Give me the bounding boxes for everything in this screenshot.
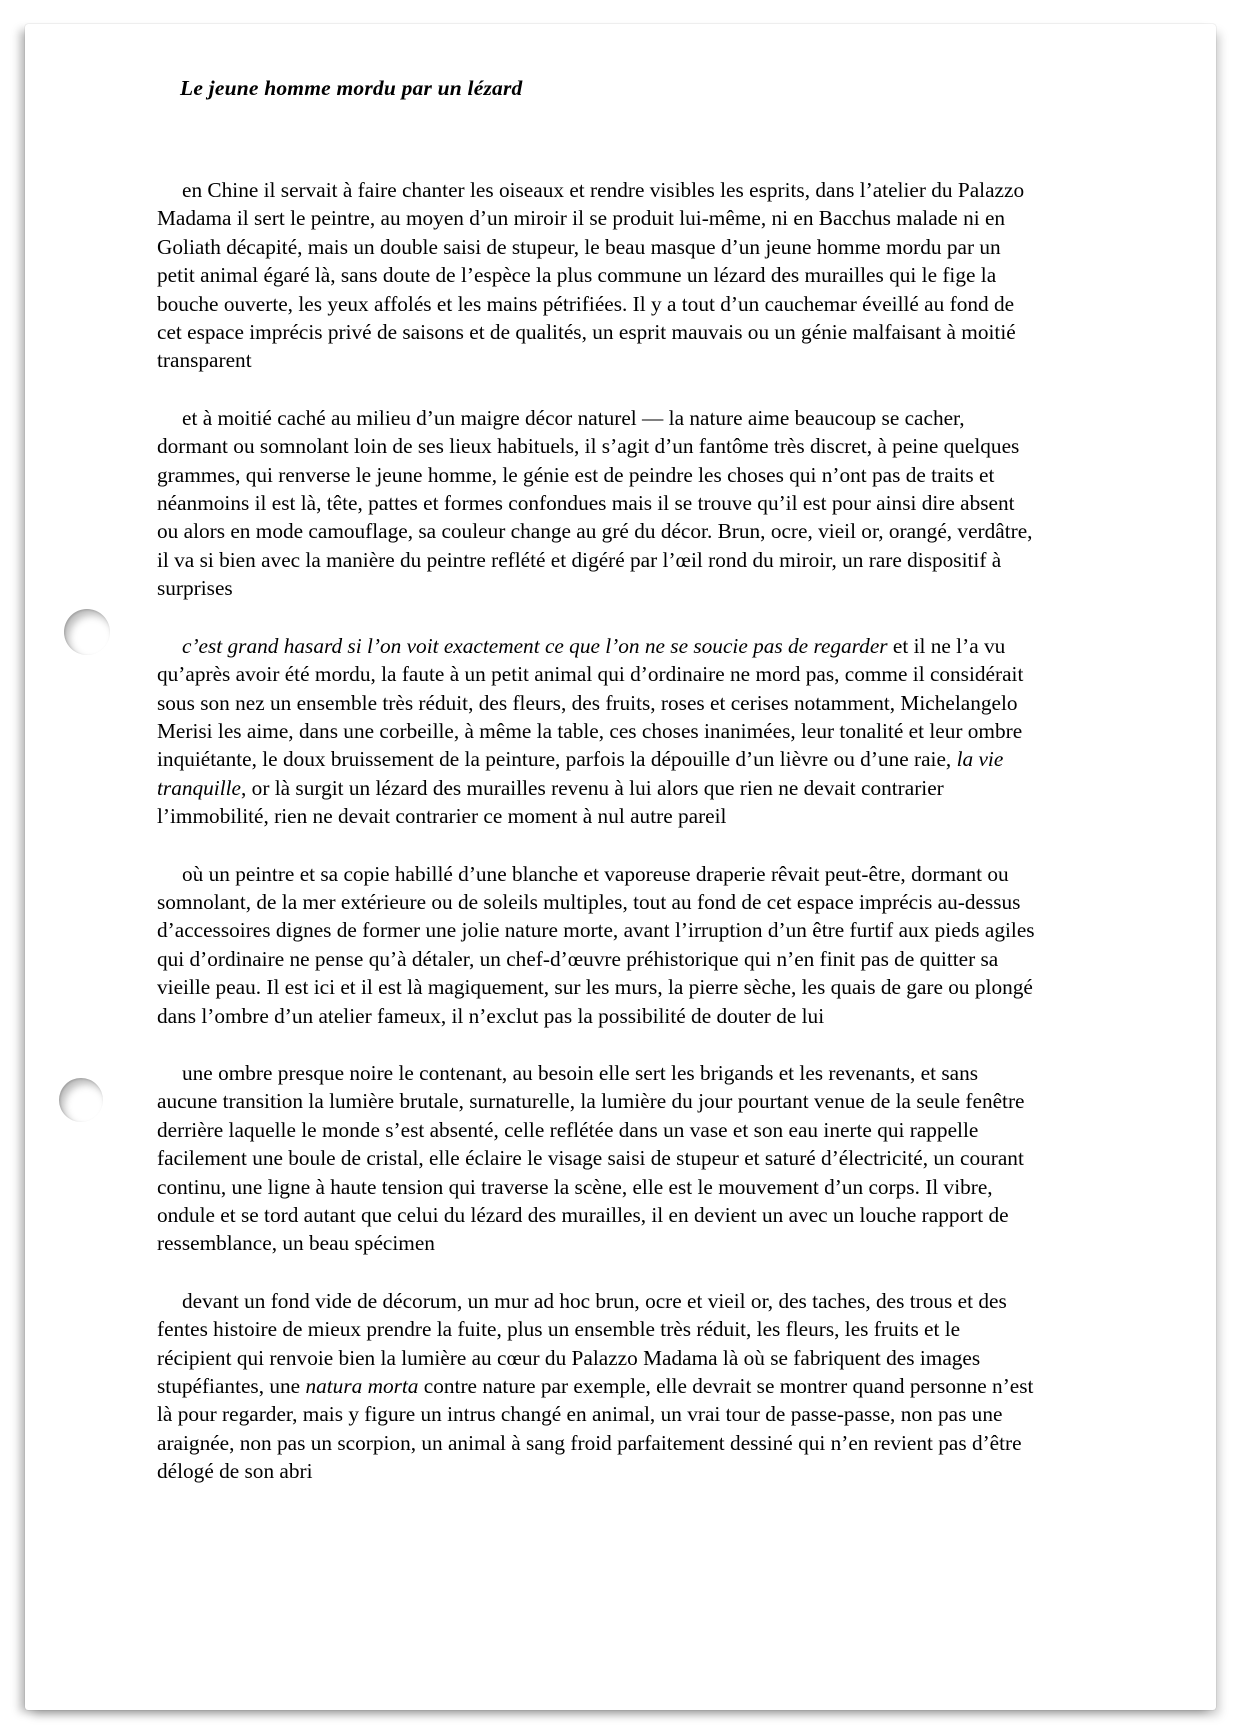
paragraph-1: en Chine il servait à faire chanter les oiseaux et rendre visibles les esprits, dans l’atelier du Palazzo Madama il sert le peintre, au moyen d’un miroir il se produit lui-même, ni en Bacchus malade ni en Goliath décapité, mais un double saisi de stupeur, le beau masque d’un jeune homme mordu par un petit animal égaré là, sans doute de l’espèce la plus commune un lézard des murailles qui le fige la bouche ouverte, les yeux affolés et les mains pétrifiées. Il y a tout d’un cauchemar éveillé au fond de cet espace imprécis privé de saisons et de qualités, un esprit mauvais ou un génie malfaisant à moitié transparent (157, 178, 1025, 373)
document-title: Le jeune homme mordu par un lézard (180, 76, 523, 100)
document-body (157, 176, 1035, 1515)
punch-hole-top (64, 609, 110, 655)
paragraph-6: devant un fond vide de décorum, un mur ad hoc brun, ocre et vieil or, des taches, des trous et des fentes histoire de mieux prendre la fuite, plus un ensemble très réduit, les fleurs, les fruits et le récipient qui renvoie bien la lumière au cœur du Palazzo Madama là où se fabriquent des images stupéfiantes, une natura morta contre nature par exemple, elle devrait se montrer quand personne n’est là pour regarder, mais y figure un intrus changé en animal, un vrai tour de passe-passe, non pas une araignée, non pas un scorpion, un animal à sang froid parfaitement dessiné qui n’en revient pas d’être délogé de son abri (157, 1288, 1034, 1484)
paragraph-5: une ombre presque noire le contenant, au besoin elle sert les brigands et les revenants, et sans aucune transition la lumière brutale, surnaturelle, la lumière du jour pourtant venue de la seule fenêtre derrière laquelle le monde s’est absenté, celle reflétée dans un vase et son eau inerte qui rappelle facilement une boule de cristal, elle éclaire le visage saisi de stupeur et saturé d’électricité, un courant continu, une ligne à haute tension qui traverse la scène, elle est le mouvement d’un corps. Il vibre, ondule et se tord autant que celui du lézard des murailles, il en devient un avec un louche rapport de ressemblance, un beau spécimen (157, 1060, 1025, 1256)
paragraph-3: c’est grand hasard si l’on voit exactement ce que l’on ne se soucie pas de regarder et il ne l’a vu qu’après avoir été mordu, la faute à un petit animal qui d’ordinaire ne mord pas, comme il considérait sous son nez un ensemble très réduit, des fleurs, des fruits, roses et cerises notamment, Michelangelo Merisi les aime, dans une corbeille, à même la table, ces choses inanimées, leur tonalité et leur ombre inquiétante, le doux bruissement de la peinture, parfois la dépouille d’un lièvre ou d’une raie, la vie tranquille, or là surgit un lézard des murailles revenu à lui alors que rien ne devait contrarier l’immobilité, rien ne devait contrarier ce moment à nul autre pareil (157, 633, 1024, 829)
document-page (25, 24, 1216, 1710)
paragraph-4: où un peintre et sa copie habillé d’une blanche et vaporeuse draperie rêvait peut-être, dormant ou somnolant, de la mer extérieure ou de soleils multiples, tout au fond de cet espace imprécis au-dessus d’accessoires dignes de former une jolie nature morte, avant l’irruption d’un être furtif aux pieds agiles qui d’ordinaire ne pense qu’à détaler, un chef-d’œuvre préhistorique qui n’en finit pas de quitter sa vieille peau. Il est ici et il est là magiquement, sur les murs, la pierre sèche, les quais de gare ou plongé dans l’ombre d’un atelier fameux, il n’exclut pas la possibilité de douter de lui (157, 861, 1035, 1028)
punch-hole-bottom (59, 1078, 103, 1122)
paragraph-2: et à moitié caché au milieu d’un maigre décor naturel — la nature aime beaucoup se cacher, dormant ou somnolant loin de ses lieux habituels, il s’agit d’un fantôme très discret, à peine quelques grammes, qui renverse le jeune homme, le génie est de peindre les choses qui n’ont pas de traits et néanmoins il est là, tête, pattes et formes confondues mais il se trouve qu’il est pour ainsi dire absent ou alors en mode camouflage, sa couleur change au gré du décor. Brun, ocre, vieil or, orangé, verdâtre, il va si bien avec la manière du peintre reflété et digéré par l’œil rond du miroir, un rare dispositif à surprises (157, 405, 1033, 601)
